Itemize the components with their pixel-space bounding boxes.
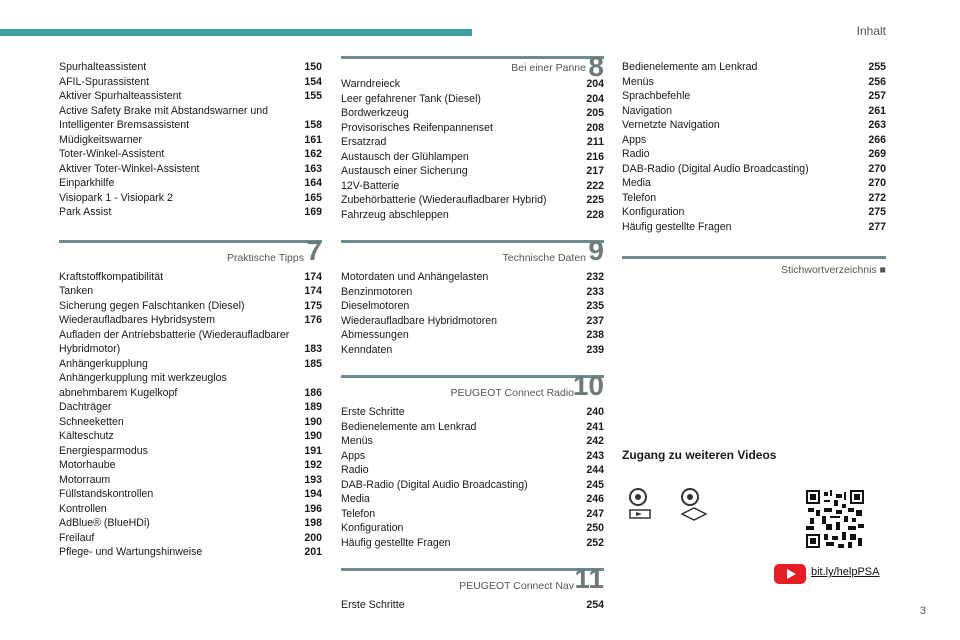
- toc-list: [341, 405, 604, 550]
- toc-entry[interactable]: [59, 386, 322, 401]
- section-number: 9: [588, 235, 604, 266]
- toc-entry[interactable]: [622, 75, 886, 90]
- toc-entry-page: 204: [586, 78, 604, 90]
- toc-entry[interactable]: [59, 371, 322, 386]
- toc-entry[interactable]: [622, 191, 886, 206]
- toc-entry[interactable]: [341, 314, 604, 329]
- toc-entry-page: 204: [586, 92, 604, 105]
- toc-entry[interactable]: [59, 415, 322, 430]
- section-title: PEUGEOT Connect Radio: [450, 387, 574, 399]
- toc-entry-title: Ersatzrad: [341, 136, 387, 148]
- toc-entry-page: 255: [868, 61, 886, 73]
- toc-entry[interactable]: [59, 299, 322, 314]
- toc-entry[interactable]: [341, 270, 604, 285]
- toc-entry-page: 176: [304, 314, 322, 326]
- toc-entry-title: Spurhalteassistent: [59, 61, 147, 73]
- section-number: 7: [306, 234, 322, 266]
- toc-entry-page: 163: [304, 162, 322, 175]
- toc-entry-page: 183: [304, 343, 322, 355]
- toc-entry[interactable]: [59, 342, 322, 357]
- toc-entry-page: 222: [586, 179, 604, 192]
- toc-entry-title: Anhängerkupplung mit werkzeuglos: [59, 372, 227, 384]
- toc-list: [59, 60, 322, 220]
- toc-entry[interactable]: [59, 60, 322, 75]
- toc-entry[interactable]: [341, 507, 604, 522]
- toc-entry[interactable]: [59, 89, 322, 104]
- toc-entry[interactable]: [622, 104, 886, 119]
- toc-entry-page: 174: [304, 270, 322, 283]
- toc-entry-title: Fahrzeug abschleppen: [341, 208, 449, 221]
- toc-entry-page: 228: [586, 208, 604, 221]
- toc-entry[interactable]: [59, 487, 322, 502]
- toc-entry-page: 257: [868, 90, 886, 102]
- toc-entry-page: 216: [586, 150, 604, 163]
- toc-entry-page: 240: [586, 406, 604, 418]
- index-title[interactable]: Stichwortverzeichnis ■: [781, 264, 886, 276]
- toc-entry-title: Kälteschutz: [59, 430, 114, 442]
- toc-entry-title: Tanken: [59, 285, 94, 297]
- toc-entry-page: 186: [304, 386, 322, 399]
- toc-entry[interactable]: [59, 162, 322, 177]
- videos-heading: Zugang zu weiteren Videos: [622, 448, 777, 462]
- toc-entry-page: 241: [586, 420, 604, 433]
- toc-entry[interactable]: [59, 75, 322, 90]
- toc-entry-title: Leer gefahrener Tank (Diesel): [341, 92, 481, 105]
- toc-entry-title: abnehmbarem Kugelkopf: [59, 386, 178, 399]
- toc-entry-title: AdBlue® (BlueHDi): [59, 517, 150, 529]
- toc-entry-page: 275: [868, 206, 886, 218]
- toc-entry-page: 201: [304, 546, 322, 558]
- toc-entry[interactable]: [622, 205, 886, 220]
- toc-entry-title: Motordaten und Anhängelasten: [341, 271, 489, 283]
- toc-entry-page: 174: [304, 285, 322, 297]
- toc-entry[interactable]: [341, 150, 604, 165]
- section-title: Praktische Tipps: [226, 251, 304, 264]
- toc-entry-title: Kontrollen: [59, 502, 107, 515]
- toc-entry-title: Warndreieck: [341, 78, 401, 90]
- toc-entry-title: Aufladen der Antriebsbatterie (Wiederaufladbarer: [59, 328, 290, 341]
- toc-entry-title: Energiesparmodus: [59, 444, 148, 457]
- toc-entry[interactable]: [622, 176, 886, 191]
- toc-entry-title: Media: [341, 493, 370, 505]
- toc-entry[interactable]: [59, 502, 322, 517]
- toc-entry-page: 154: [304, 75, 322, 88]
- toc-entry-title: Active Safety Brake mit Abstandswarner und: [59, 104, 269, 117]
- toc-entry-title: Aktiver Toter-Winkel-Assistent: [59, 162, 200, 175]
- section-number: 10: [572, 370, 604, 401]
- toc-entry[interactable]: [622, 89, 886, 104]
- toc-entry-page: 235: [586, 300, 604, 312]
- toc-entry[interactable]: [59, 473, 322, 488]
- toc-entry-title: Hybridmotor): [59, 343, 121, 355]
- toc-entry[interactable]: [341, 521, 604, 536]
- toc-entry-page: 185: [304, 357, 322, 370]
- toc-entry-page: 164: [304, 177, 322, 189]
- toc-entry[interactable]: [59, 176, 322, 191]
- toc-entry-title: AFIL-Spurassistent: [59, 75, 150, 88]
- toc-entry[interactable]: [59, 205, 322, 220]
- toc-entry-page: 233: [586, 285, 604, 298]
- toc-entry-page: 263: [868, 119, 886, 131]
- section-number: 8: [588, 51, 604, 82]
- toc-entry[interactable]: [59, 118, 322, 133]
- section-10-header: [341, 369, 604, 403]
- toc-entry-title: Konfiguration: [622, 206, 685, 218]
- toc-entry[interactable]: [341, 343, 604, 358]
- toc-entry-title: Erste Schritte: [341, 599, 405, 611]
- toc-entry[interactable]: [341, 208, 604, 223]
- toc-entry-title: Apps: [341, 449, 366, 462]
- toc-list: [341, 270, 604, 357]
- toc-entry[interactable]: [341, 77, 604, 92]
- toc-entry-page: 256: [868, 75, 886, 88]
- toc-entry[interactable]: [59, 270, 322, 285]
- toc-entry[interactable]: [622, 133, 886, 148]
- qr-code-icon[interactable]: [806, 490, 864, 548]
- toc-entry-title: Media: [622, 177, 651, 189]
- toc-entry-title: Freilauf: [59, 531, 95, 544]
- toc-entry-page: 190: [304, 430, 322, 442]
- toc-entry-title: Erste Schritte: [341, 406, 405, 418]
- toc-entry-title: Navigation: [622, 104, 673, 117]
- toc-entry-page: 169: [304, 206, 322, 218]
- toc-entry-page: 252: [586, 536, 604, 549]
- toc-entry[interactable]: [59, 357, 322, 372]
- toc-entry-page: 205: [586, 107, 604, 119]
- top-accent-bar: [0, 29, 472, 36]
- toc-entry-title: Einparkhilfe: [59, 177, 115, 189]
- toc-entry[interactable]: [341, 420, 604, 435]
- toc-entry-title: Sicherung gegen Falschtanken (Diesel): [59, 299, 245, 312]
- toc-entry-page: 270: [868, 162, 886, 175]
- toc-entry-page: 277: [868, 220, 886, 233]
- toc-entry-title: Radio: [622, 148, 650, 160]
- toc-entry-page: 239: [586, 343, 604, 356]
- page-header-title: Inhalt: [856, 24, 886, 38]
- toc-entry-page: 243: [586, 449, 604, 462]
- youtube-icon[interactable]: [774, 564, 806, 584]
- toc-entry-page: 217: [586, 165, 604, 177]
- toc-entry[interactable]: [341, 434, 604, 449]
- toc-entry[interactable]: [59, 284, 322, 299]
- toc-entry-title: Wiederaufladbares Hybridsystem: [59, 314, 216, 326]
- toc-entry-title: Intelligenter Bremsassistent: [59, 119, 190, 131]
- section-title: PEUGEOT Connect Nav: [459, 580, 574, 592]
- toc-entry[interactable]: [59, 328, 322, 343]
- toc-column-1: [59, 60, 322, 560]
- toc-entry-title: Motorraum: [59, 473, 111, 486]
- toc-entry[interactable]: [59, 191, 322, 206]
- toc-entry-page: 191: [304, 444, 322, 457]
- toc-entry-page: 208: [586, 121, 604, 134]
- toc-entry-title: Visiopark 1 - Visiopark 2: [59, 191, 173, 204]
- toc-entry[interactable]: [622, 147, 886, 162]
- toc-entry[interactable]: [622, 220, 886, 235]
- toc-entry-title: Austausch einer Sicherung: [341, 165, 468, 177]
- toc-entry-page: 196: [304, 502, 322, 515]
- toc-entry-title: Wiederaufladbare Hybridmotoren: [341, 314, 498, 327]
- toc-entry[interactable]: [59, 545, 322, 560]
- toc-entry[interactable]: [341, 135, 604, 150]
- toc-entry-title: Abmessungen: [341, 329, 409, 341]
- toc-entry-page: 162: [304, 148, 322, 160]
- toc-entry[interactable]: [341, 463, 604, 478]
- toc-entry[interactable]: [59, 531, 322, 546]
- toc-entry-title: Konfiguration: [341, 522, 404, 534]
- toc-entry-title: Menüs: [622, 75, 654, 88]
- toc-entry-title: Pflege- und Wartungshinweise: [59, 546, 203, 558]
- toc-entry[interactable]: [59, 458, 322, 473]
- toc-entry-page: 161: [304, 133, 322, 146]
- toc-entry-page: 225: [586, 194, 604, 206]
- toc-list: [341, 77, 604, 222]
- toc-entry[interactable]: [59, 313, 322, 328]
- toc-entry-title: Zubehörbatterie (Wiederaufladbarer Hybrid): [341, 194, 547, 206]
- toc-entry-title: Kenndaten: [341, 343, 393, 356]
- toc-entry[interactable]: [341, 164, 604, 179]
- toc-entry-title: Motorhaube: [59, 459, 116, 471]
- toc-entry-page: 247: [586, 507, 604, 520]
- toc-entry-page: 261: [868, 104, 886, 117]
- toc-entry[interactable]: [622, 118, 886, 133]
- tire-repair-video-icon: [678, 488, 712, 522]
- toc-entry-page: 165: [304, 191, 322, 204]
- toc-entry-page: 242: [586, 435, 604, 447]
- toc-entry-title: Kraftstoffkompatibilität: [59, 270, 164, 283]
- toc-entry-title: Schneeketten: [59, 415, 124, 428]
- section-11-header: [341, 562, 604, 596]
- toc-entry-title: Sprachbefehle: [622, 90, 691, 102]
- toc-entry-page: 175: [304, 299, 322, 312]
- toc-entry-page: 245: [586, 478, 604, 491]
- toc-entry[interactable]: [341, 285, 604, 300]
- toc-entry-page: 158: [304, 119, 322, 131]
- section-title: Technische Daten: [502, 252, 586, 264]
- toc-entry-title: Häufig gestellte Fragen: [622, 220, 732, 233]
- toc-entry-page: 194: [304, 488, 322, 500]
- toc-entry-title: Bordwerkzeug: [341, 107, 409, 119]
- toc-entry[interactable]: [59, 429, 322, 444]
- section-title: Bei einer Panne: [511, 62, 586, 74]
- toc-entry-page: 232: [586, 271, 604, 283]
- page-number: 3: [919, 605, 926, 617]
- toc-entry[interactable]: [341, 299, 604, 314]
- section-9-header: [341, 234, 604, 268]
- toc-entry-title: Vernetzte Navigation: [622, 119, 720, 131]
- toc-entry[interactable]: [341, 405, 604, 420]
- toc-entry-page: 189: [304, 401, 322, 413]
- toc-entry-page: 269: [868, 148, 886, 160]
- toc-entry[interactable]: [341, 449, 604, 464]
- toc-entry-page: 192: [304, 459, 322, 471]
- toc-entry-page: 246: [586, 493, 604, 505]
- toc-entry-title: DAB-Radio (Digital Audio Broadcasting): [341, 478, 528, 491]
- toc-list: [341, 598, 604, 613]
- toc-entry-title: Füllstandskontrollen: [59, 488, 154, 500]
- toc-entry[interactable]: [341, 328, 604, 343]
- toc-entry-title: Aktiver Spurhalteassistent: [59, 90, 182, 102]
- toc-entry-title: Benzinmotoren: [341, 285, 413, 298]
- toc-entry-page: 193: [304, 473, 322, 486]
- toc-entry[interactable]: [341, 492, 604, 507]
- toc-entry[interactable]: [59, 516, 322, 531]
- section-8-header: [341, 50, 604, 82]
- toc-entry-page: 155: [304, 90, 322, 102]
- toc-entry-title: Bedienelemente am Lenkrad: [622, 61, 758, 73]
- toc-entry-title: Menüs: [341, 435, 373, 447]
- toc-entry[interactable]: [341, 179, 604, 194]
- toc-entry-title: Telefon: [341, 507, 376, 520]
- toc-entry-page: 200: [304, 531, 322, 544]
- toc-list: [622, 60, 886, 234]
- toc-entry[interactable]: [59, 444, 322, 459]
- toc-entry[interactable]: [622, 162, 886, 177]
- toc-entry[interactable]: [341, 478, 604, 493]
- toc-entry-title: Austausch der Glühlampen: [341, 150, 469, 163]
- toc-entry-title: Dachträger: [59, 401, 112, 413]
- toc-entry[interactable]: [341, 536, 604, 551]
- toc-entry[interactable]: [59, 104, 322, 119]
- toc-entry[interactable]: [622, 60, 886, 75]
- toc-entry-title: Park Assist: [59, 206, 112, 218]
- toc-column-3: [622, 60, 886, 276]
- toc-entry-page: 211: [586, 136, 604, 148]
- toc-column-2: [341, 50, 604, 613]
- toc-entry-title: Bedienelemente am Lenkrad: [341, 420, 477, 433]
- toc-entry-title: 12V-Batterie: [341, 179, 400, 192]
- toc-entry-page: 198: [304, 517, 322, 529]
- toc-entry[interactable]: [59, 400, 322, 415]
- toc-entry-page: 244: [586, 464, 604, 476]
- toc-entry-page: 150: [304, 61, 322, 73]
- section-number: 11: [574, 563, 604, 594]
- toc-entry-page: 250: [586, 522, 604, 534]
- toc-entry[interactable]: [341, 598, 604, 613]
- toc-entry[interactable]: [341, 92, 604, 107]
- toc-entry-page: 254: [586, 599, 604, 611]
- tire-video-icon: [626, 488, 660, 522]
- toc-entry-title: Dieselmotoren: [341, 300, 410, 312]
- toc-entry-title: Müdigkeitswarner: [59, 133, 143, 146]
- toc-entry-title: Provisorisches Reifenpannenset: [341, 121, 493, 134]
- toc-entry-page: 238: [586, 329, 604, 341]
- section-7-header: [59, 234, 322, 268]
- toc-entry-title: Apps: [622, 133, 647, 146]
- toc-entry-page: 266: [868, 133, 886, 146]
- toc-entry-title: Telefon: [622, 191, 657, 204]
- toc-entry-title: Anhängerkupplung: [59, 357, 148, 370]
- toc-entry[interactable]: [59, 147, 322, 162]
- toc-entry[interactable]: [59, 133, 322, 148]
- toc-entry-page: 190: [304, 415, 322, 428]
- toc-list: [59, 270, 322, 560]
- toc-entry-title: DAB-Radio (Digital Audio Broadcasting): [622, 162, 809, 175]
- toc-entry[interactable]: [341, 121, 604, 136]
- toc-entry-page: 237: [586, 314, 604, 327]
- toc-entry-page: 270: [868, 177, 886, 189]
- index-header: [622, 250, 886, 276]
- toc-entry[interactable]: [341, 106, 604, 121]
- toc-entry-title: Radio: [341, 464, 369, 476]
- toc-entry-title: Häufig gestellte Fragen: [341, 536, 451, 549]
- toc-entry-title: Toter-Winkel-Assistent: [59, 148, 165, 160]
- toc-entry[interactable]: [341, 193, 604, 208]
- help-link[interactable]: bit.ly/helpPSA: [811, 566, 880, 578]
- toc-entry-page: 272: [868, 191, 886, 204]
